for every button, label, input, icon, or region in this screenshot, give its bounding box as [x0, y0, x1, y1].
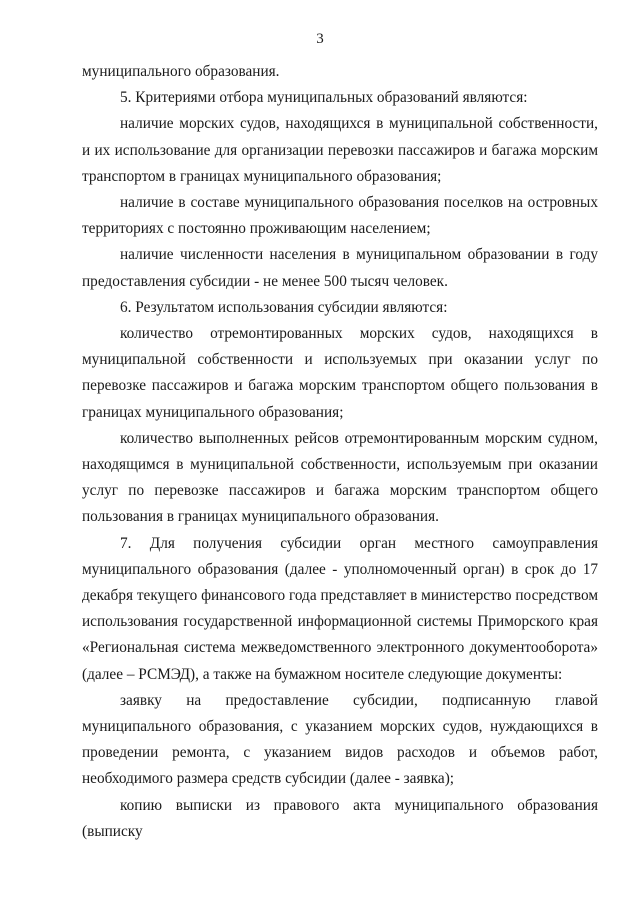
- page-number: 3: [316, 31, 324, 47]
- document-body: [82, 59, 598, 845]
- paragraph-continuation: муниципального образования.: [82, 63, 280, 80]
- paragraph-criterion-population: наличие численности населения в муниципальном образовании в году предоставления субсидии - не менее 500 тысяч человек.: [82, 246, 598, 290]
- paragraph-item-5: 5. Критериями отбора муниципальных образований являются:: [120, 89, 528, 107]
- paragraph-document-extract: копию выписки из правового акта муниципального образования (выписку: [82, 796, 598, 840]
- paragraph-document-application: заявку на предоставление субсидии, подписанную главой муниципального образования, с указанием морских судов, нуждающихся в проведении ремонта, с указанием видов расходов и объемов работ, необходимого размера средств субсидии (далее - заявка);: [82, 691, 598, 788]
- paragraph-criterion-ships: наличие морских судов, находящихся в муниципальной собственности, и их использование для организации перевозки пассажиров и багажа морским транспортом в границах муниципального образования;: [82, 115, 598, 185]
- paragraph-result-voyages: количество выполненных рейсов отремонтированным морским судном, находящимся в муниципальной собственности, используемым при оказании услуг по перевозке пассажиров и багажа морским транспортом общего пользования в границах муниципального образования.: [82, 429, 598, 526]
- paragraph-criterion-islands: наличие в составе муниципального образования поселков на островных территориях с постоянно проживающим населением;: [82, 194, 598, 238]
- paragraph-item-6: 6. Результатом использования субсидии являются:: [120, 298, 448, 316]
- paragraph-item-7: 7. Для получения субсидии орган местного самоуправления муниципального образования (далее - уполномоченный орган) в срок до 17 декабря текущего финансового года представляет в министерство посредством использования государственной информационной системы Приморского края «Региональная система межведомственного электронного документооборота» (далее – РСМЭД), а также на бумажном носителе следующие документы:: [82, 534, 599, 683]
- paragraph-result-repaired-ships: количество отремонтированных морских судов, находящихся в муниципальной собственности и используемых при оказании услуг по перевозке пассажиров и багажа морским транспортом общего пользования в границах муниципального образования;: [82, 325, 598, 421]
